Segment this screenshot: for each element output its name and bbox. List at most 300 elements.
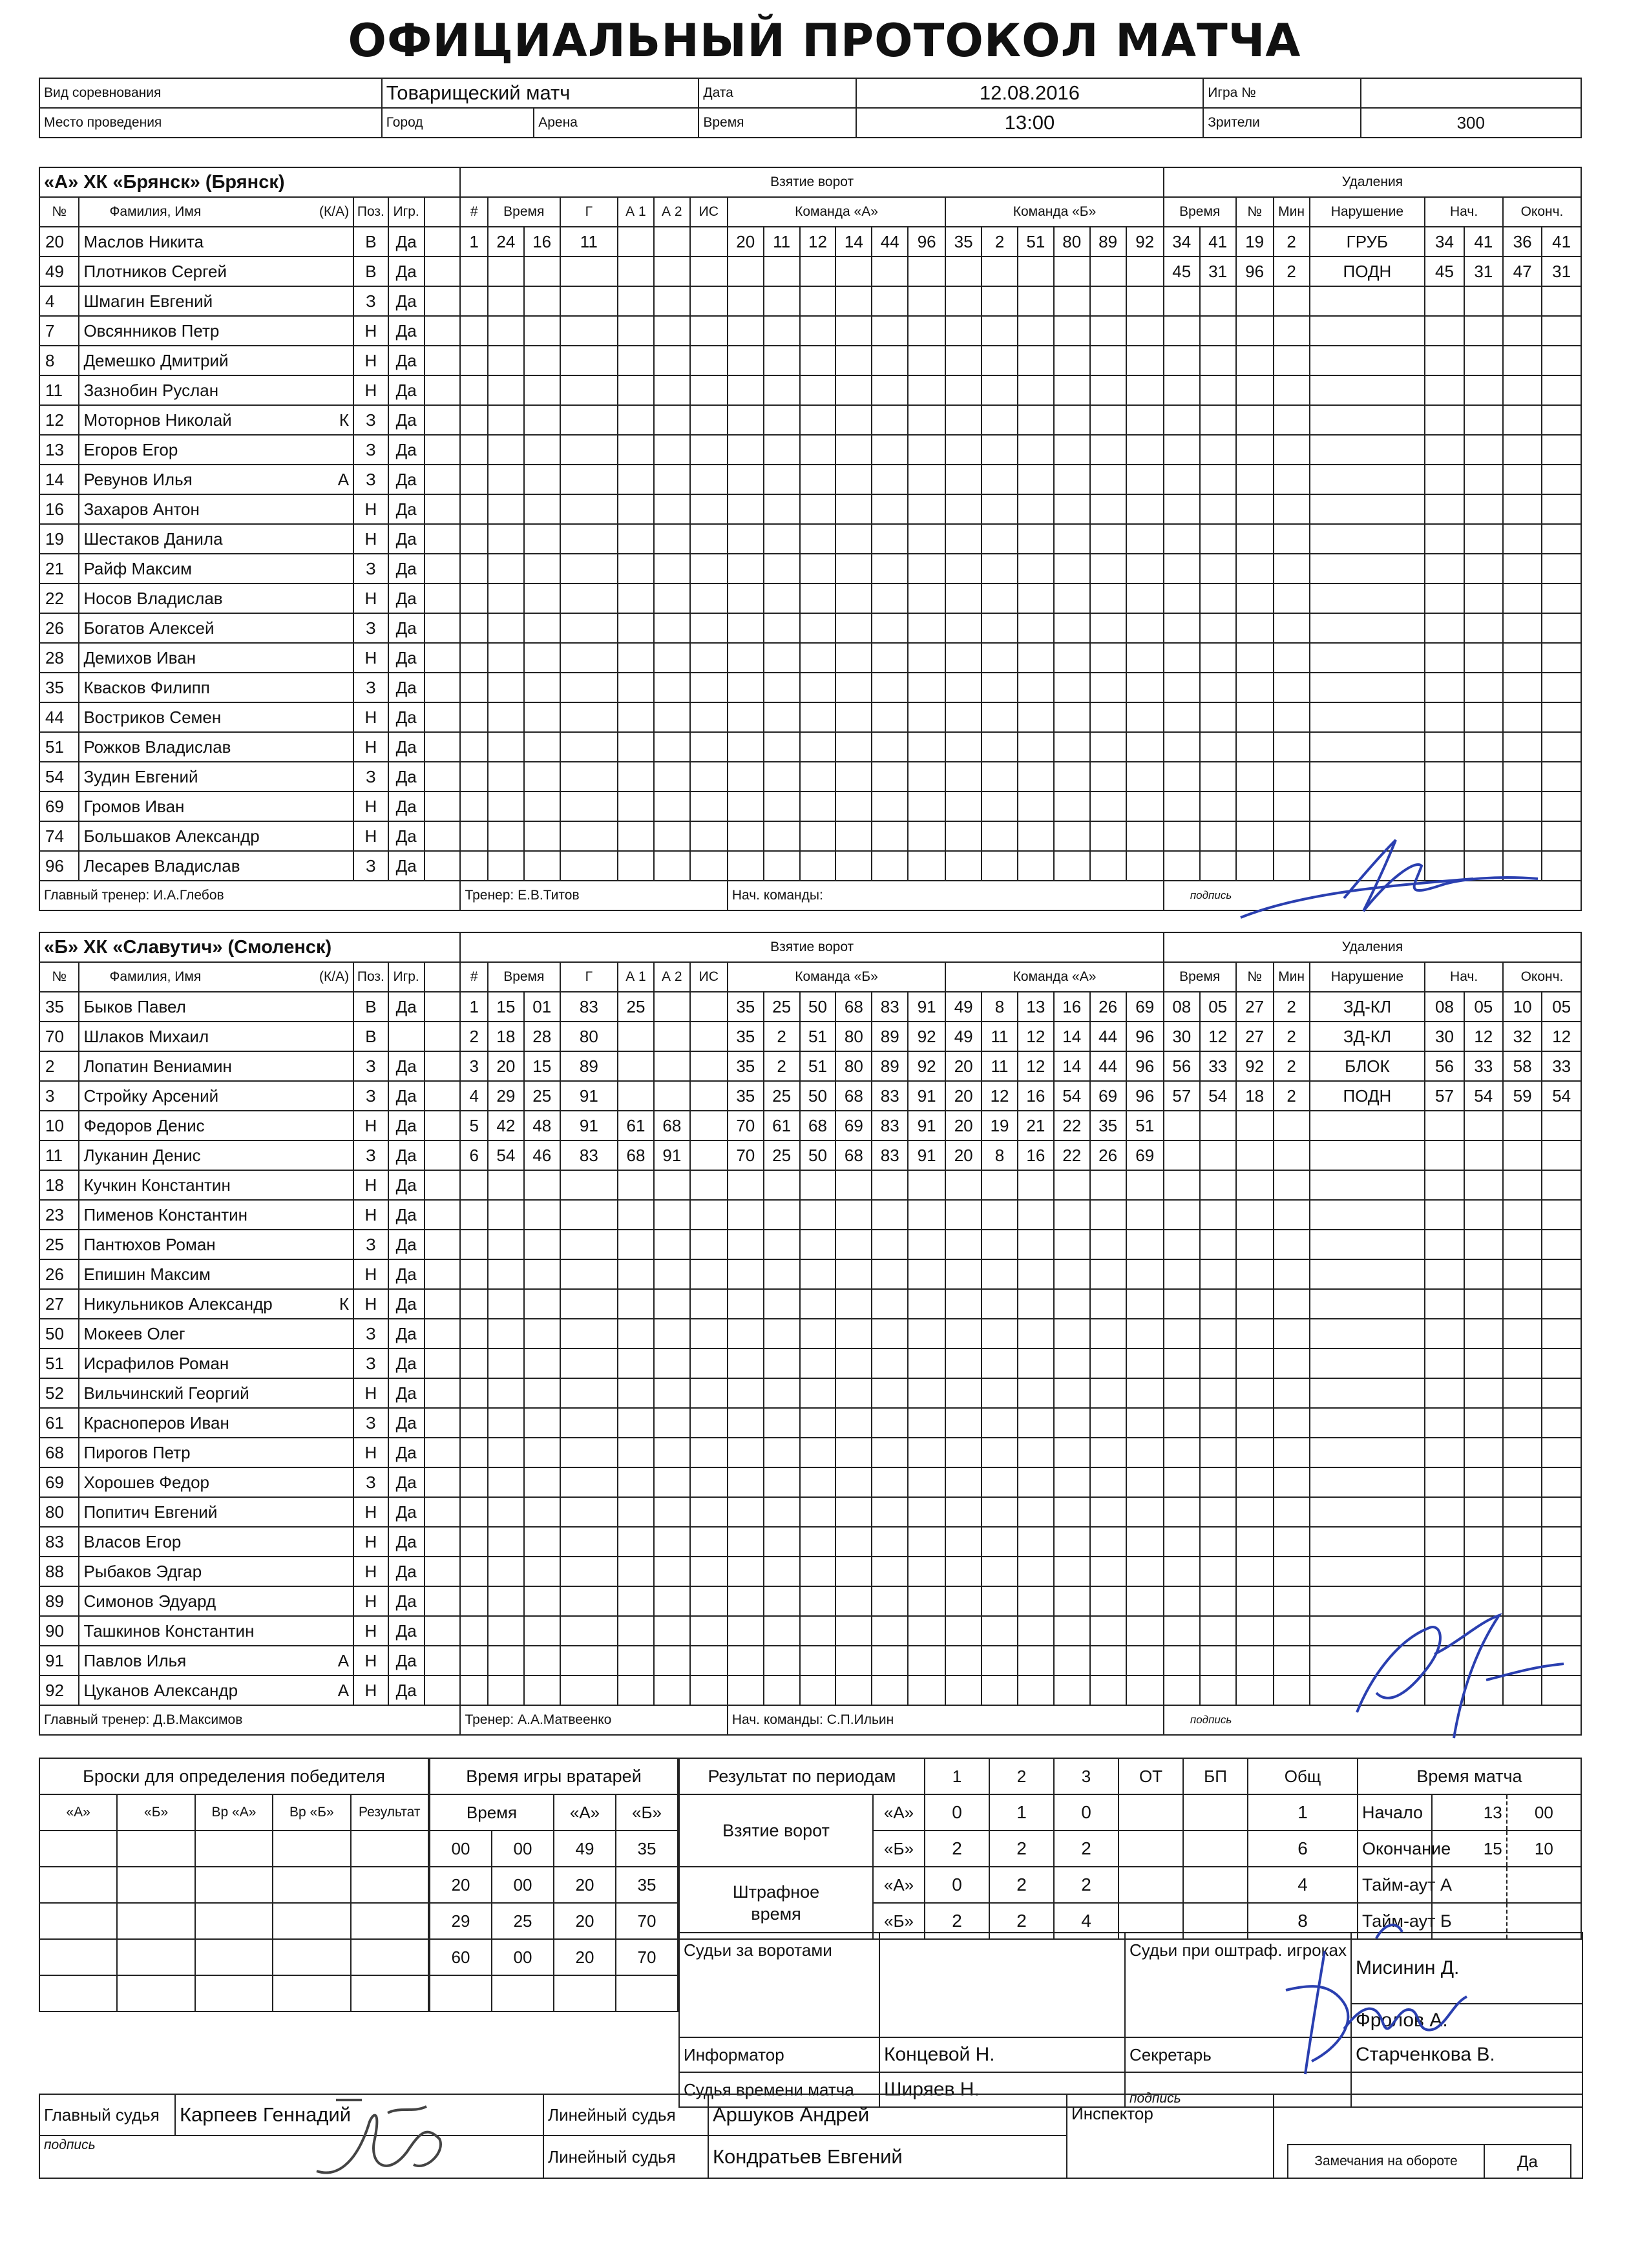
pen-player [1236,1438,1274,1467]
opp-player-on-ice [1018,1527,1054,1557]
col-pen-violation: Нарушение [1310,197,1425,227]
opp-player-on-ice: 69 [1126,1140,1164,1170]
opp-player-on-ice [982,792,1018,821]
pen-violation [1310,1408,1425,1438]
goal-number [460,643,487,673]
goal-time-min: 24 [488,227,524,257]
own-player-on-ice [872,1200,908,1230]
own-player-on-ice [764,1497,800,1527]
own-player-on-ice [872,1527,908,1557]
goal-number [460,1170,487,1200]
pen-time-sec [1200,762,1236,792]
pen-violation [1310,1200,1425,1230]
pen-violation [1310,346,1425,375]
own-player-on-ice [800,1586,836,1616]
own-player-on-ice: 35 [728,1051,764,1081]
own-player-on-ice [728,1230,764,1259]
pen-end-min [1503,1140,1542,1170]
goalie-b: 35 [616,1867,678,1903]
own-player-on-ice: 68 [835,1081,872,1111]
goal-time-sec [524,405,560,435]
goal-situation [690,762,728,792]
opp-player-on-ice [982,613,1018,643]
goal-time-min [488,346,524,375]
pen-end-min [1503,643,1542,673]
opp-player-on-ice [982,316,1018,346]
col-goal-situation: ИС [690,962,728,992]
player-row [39,851,1581,881]
own-player-on-ice [728,1349,764,1378]
period-value: 0 [925,1867,989,1903]
pen-time-sec [1200,1200,1236,1230]
linesman-1-label: Линейный судья [543,2094,708,2136]
remarks-label: Замечания на обороте [1288,2145,1484,2178]
opp-player-on-ice: 21 [1018,1111,1054,1140]
goal-situation [690,1319,728,1349]
periods-title: Результат по периодам [679,1758,925,1794]
player-played: Да [388,346,425,375]
own-player-on-ice [835,821,872,851]
player-name [79,1022,353,1051]
pen-minutes [1274,405,1310,435]
col-opp-team: Команда «Б» [945,197,1164,227]
own-player-on-ice [908,643,945,673]
goal-assist-1 [618,405,654,435]
opp-player-on-ice [1018,257,1054,286]
own-player-on-ice [835,524,872,554]
match-header [39,78,1582,138]
goal-assist-2: 91 [654,1140,690,1170]
goals-header: Взятие ворот [460,167,1163,197]
own-player-on-ice [835,1408,872,1438]
pen-start-min [1425,792,1464,821]
player-position: Н [353,1289,388,1319]
player-row [39,1675,1581,1705]
opp-player-on-ice [945,1527,982,1557]
pen-end-min [1503,702,1542,732]
player-row [39,583,1581,613]
opp-player-on-ice [1054,1259,1090,1289]
pen-player [1236,673,1274,702]
goal-time-sec [524,286,560,316]
pen-end-min [1503,1289,1542,1319]
own-player-on-ice [728,316,764,346]
pen-start-min [1425,435,1464,465]
own-player-on-ice [908,1557,945,1586]
own-player-on-ice [908,1586,945,1616]
player-name [79,1259,353,1289]
own-player-on-ice [800,851,836,881]
pen-time-min [1164,1497,1200,1527]
opp-player-on-ice [945,1230,982,1259]
own-player-on-ice [728,1259,764,1289]
goal-scorer: 89 [560,1051,618,1081]
goal-assist-2 [654,346,690,375]
pen-start-sec: 05 [1464,992,1503,1022]
goal-situation [690,405,728,435]
col-assist-2: А 2 [654,962,690,992]
own-player-on-ice: 20 [728,227,764,257]
pen-start-min [1425,762,1464,792]
pen-end-min: 36 [1503,227,1542,257]
own-player-on-ice [908,1230,945,1259]
opp-player-on-ice [1126,375,1164,405]
opp-player-on-ice [945,821,982,851]
own-player-on-ice [800,613,836,643]
goal-assist-2: 68 [654,1111,690,1140]
pen-time-sec [1200,1230,1236,1259]
goal-situation [690,494,728,524]
player-position: Н [353,1675,388,1705]
player-name-text: Демешко Дмитрий [83,350,229,370]
opp-player-on-ice [982,762,1018,792]
opp-player-on-ice: 20 [945,1051,982,1081]
opp-player-on-ice: 96 [1126,1081,1164,1111]
player-name-text: Захаров Антон [83,499,200,519]
own-player-on-ice [872,1289,908,1319]
player-number: 69 [39,1467,79,1497]
player-row [39,613,1581,643]
col-ka-label: (К/А) [319,204,350,219]
player-name [79,1497,353,1527]
own-player-on-ice [800,1170,836,1200]
pen-violation: ПОДН [1310,257,1425,286]
pen-start-min [1425,405,1464,435]
col-pen-end: Оконч. [1503,962,1581,992]
own-player-on-ice [872,524,908,554]
opp-player-on-ice [982,1289,1018,1319]
opp-player-on-ice [1090,821,1126,851]
goal-assist-2 [654,821,690,851]
pen-start-min [1425,554,1464,583]
spacer [425,702,461,732]
own-player-on-ice [764,1230,800,1259]
opp-player-on-ice [945,1378,982,1408]
pen-end-min [1503,1616,1542,1646]
pen-end-sec: 05 [1542,992,1581,1022]
own-player-on-ice [835,494,872,524]
period-col: 2 [989,1758,1054,1794]
period-value [1183,1831,1248,1867]
player-number: 68 [39,1438,79,1467]
own-player-on-ice: 69 [835,1111,872,1140]
own-player-on-ice [835,673,872,702]
player-played: Да [388,524,425,554]
opp-player-on-ice: 14 [1054,1051,1090,1081]
opp-player-on-ice [1126,435,1164,465]
col-name-label: Фамилия, Имя [109,204,202,219]
pen-player [1236,435,1274,465]
match-time-title: Время матча [1358,1758,1581,1794]
goal-scorer [560,465,618,494]
opp-player-on-ice [1126,732,1164,762]
goal-number [460,1378,487,1408]
own-player-on-ice [728,1200,764,1230]
col-spacer [425,962,461,992]
opp-player-on-ice [1126,821,1164,851]
player-row [39,1289,1581,1319]
goalie-row [430,1867,678,1903]
goal-assist-2 [654,851,690,881]
pen-time-min [1164,1467,1200,1497]
pen-time-sec [1200,732,1236,762]
own-player-on-ice [835,1467,872,1497]
own-player-on-ice [764,554,800,583]
own-player-on-ice [908,1616,945,1646]
player-name [79,643,353,673]
player-row [39,1022,1581,1051]
own-player-on-ice [764,286,800,316]
pen-time-min [1164,792,1200,821]
player-played: Да [388,1646,425,1675]
timekeeper-value: Ширяев Н. [879,2072,1125,2107]
goal-scorer [560,1438,618,1467]
player-name-text: Лесарев Владислав [83,856,240,876]
player-row [39,405,1581,435]
opp-player-on-ice [1018,346,1054,375]
pen-start-min [1425,1497,1464,1527]
player-position: Н [353,821,388,851]
pen-start-min [1425,1111,1464,1140]
player-number: 44 [39,702,79,732]
own-player-on-ice [764,792,800,821]
goal-scorer [560,435,618,465]
goal-number [460,1408,487,1438]
spacer [425,375,461,405]
pen-start-sec [1464,1140,1503,1170]
opp-player-on-ice [1126,257,1164,286]
goal-assist-2 [654,1170,690,1200]
spacer [425,1675,461,1705]
own-player-on-ice [908,1259,945,1289]
own-player-on-ice [764,1170,800,1200]
competition-label: Вид соревнования [39,78,382,108]
own-player-on-ice [908,1675,945,1705]
own-player-on-ice: 83 [872,1111,908,1140]
own-player-on-ice [800,375,836,405]
own-player-on-ice [764,1349,800,1378]
player-name-text: Райф Максим [83,558,193,578]
goal-situation [690,673,728,702]
player-row [39,257,1581,286]
goal-assist-2 [654,1527,690,1557]
spacer [425,1259,461,1289]
opp-player-on-ice [982,1438,1018,1467]
pen-end-sec [1542,1289,1581,1319]
spacer [425,1467,461,1497]
pen-time-min [1164,702,1200,732]
spacer [425,524,461,554]
spacer [425,1497,461,1527]
pen-player [1236,1259,1274,1289]
head-coach: Главный тренер: Д.В.Максимов [39,1705,460,1735]
pen-player [1236,702,1274,732]
own-player-on-ice [764,465,800,494]
goal-situation [690,465,728,494]
own-player-on-ice [764,1675,800,1705]
pen-start-sec [1464,1586,1503,1616]
secretary-value: Старченкова В. [1351,2037,1582,2072]
player-number: 22 [39,583,79,613]
pen-player [1236,1140,1274,1170]
pen-start-min [1425,1349,1464,1378]
spacer [425,821,461,851]
pen-start-sec [1464,1616,1503,1646]
goal-assist-2 [654,992,690,1022]
pen-end-sec [1542,405,1581,435]
period-value [1183,1794,1248,1831]
goal-number [460,792,487,821]
own-player-on-ice [800,524,836,554]
goal-number [460,583,487,613]
player-number: 54 [39,762,79,792]
pen-end-min [1503,1170,1542,1200]
player-row [39,1467,1581,1497]
period-value [1119,1794,1183,1831]
player-position: Н [353,346,388,375]
opp-player-on-ice [1018,702,1054,732]
own-player-on-ice: 2 [764,1022,800,1051]
opp-player-on-ice [945,435,982,465]
goalie-a [554,1975,616,2011]
pen-end-min [1503,1467,1542,1497]
own-player-on-ice [728,346,764,375]
own-player-on-ice [728,583,764,613]
pen-violation [1310,792,1425,821]
pen-minutes [1274,465,1310,494]
player-number: 61 [39,1408,79,1438]
pen-player [1236,821,1274,851]
own-player-on-ice [764,1200,800,1230]
pen-violation [1310,1467,1425,1497]
pen-time-min [1164,1438,1200,1467]
period-value: 2 [989,1831,1054,1867]
goal-situation [690,1408,728,1438]
pen-start-sec: 33 [1464,1051,1503,1081]
periods-header-row [679,1758,1358,1794]
pen-end-sec: 12 [1542,1022,1581,1051]
pen-time-min [1164,1557,1200,1586]
pen-time-min [1164,524,1200,554]
goal-assist-2 [654,257,690,286]
own-player-on-ice [728,643,764,673]
player-name [79,1557,353,1586]
goal-assist-1 [618,1051,654,1081]
spacer [425,1557,461,1586]
player-row [39,1200,1581,1230]
own-player-on-ice [872,1349,908,1378]
own-player-on-ice: 89 [872,1022,908,1051]
goal-assist-1 [618,227,654,257]
pen-minutes: 2 [1274,1051,1310,1081]
pen-end-sec [1542,1408,1581,1438]
opp-player-on-ice [1090,524,1126,554]
pen-violation [1310,286,1425,316]
player-played: Да [388,643,425,673]
pen-end-sec [1542,554,1581,583]
goal-situation [690,1438,728,1467]
goal-time-sec [524,375,560,405]
pen-player [1236,851,1274,881]
goal-assist-2 [654,1408,690,1438]
period-value: 2 [925,1831,989,1867]
opp-player-on-ice [1090,613,1126,643]
goal-time-min [488,554,524,583]
player-position: Н [353,316,388,346]
pen-violation [1310,673,1425,702]
goal-time-min [488,1646,524,1675]
pen-time-min [1164,673,1200,702]
match-time-label: Тайм-аут А [1358,1867,1432,1903]
goal-time-min [488,465,524,494]
opp-player-on-ice: 13 [1018,992,1054,1022]
pen-start-sec [1464,1230,1503,1259]
player-name-text: Шлаков Михаил [83,1026,209,1046]
opp-player-on-ice [945,732,982,762]
goal-number [460,1259,487,1289]
player-row [39,1646,1581,1675]
own-player-on-ice [728,702,764,732]
pen-time-sec: 31 [1200,257,1236,286]
goal-time-min [488,821,524,851]
opp-player-on-ice [945,851,982,881]
opp-player-on-ice: 20 [945,1081,982,1111]
head-coach: Главный тренер: И.А.Глебов [39,881,460,910]
player-name-text: Квасков Филипп [83,677,210,697]
pen-time-sec [1200,1259,1236,1289]
goalie-sec [492,1975,554,2011]
pen-end-min [1503,732,1542,762]
own-player-on-ice [764,316,800,346]
own-player-on-ice [835,792,872,821]
player-position: З [353,1467,388,1497]
opp-player-on-ice [1018,1557,1054,1586]
goal-situation [690,1586,728,1616]
pen-violation [1310,1675,1425,1705]
pen-end-min [1503,554,1542,583]
player-played: Да [388,792,425,821]
opp-player-on-ice [945,375,982,405]
own-player-on-ice [872,375,908,405]
col-played: Игр. [388,197,425,227]
opp-player-on-ice [1054,346,1090,375]
opp-player-on-ice [1054,1378,1090,1408]
pen-end-sec: 41 [1542,227,1581,257]
goal-situation [690,1349,728,1378]
own-player-on-ice [764,1378,800,1408]
goal-assist-1 [618,1557,654,1586]
own-player-on-ice [728,375,764,405]
opp-player-on-ice [1126,1438,1164,1467]
main-referee-label: Главный судья [39,2094,175,2136]
player-number: 92 [39,1675,79,1705]
player-name [79,851,353,881]
opp-player-on-ice [982,1527,1018,1557]
goal-scorer [560,1319,618,1349]
player-number: 90 [39,1616,79,1646]
own-player-on-ice [908,316,945,346]
pen-violation [1310,1557,1425,1586]
pen-start-min: 45 [1425,257,1464,286]
goalie-col-a: «А» [554,1794,616,1831]
goal-assist-2 [654,792,690,821]
goal-scorer [560,1557,618,1586]
goal-time-sec: 48 [524,1111,560,1140]
shootout-col: «Б» [117,1794,194,1831]
goal-assist-1 [618,821,654,851]
col-pen-violation: Нарушение [1310,962,1425,992]
opp-player-on-ice [982,821,1018,851]
